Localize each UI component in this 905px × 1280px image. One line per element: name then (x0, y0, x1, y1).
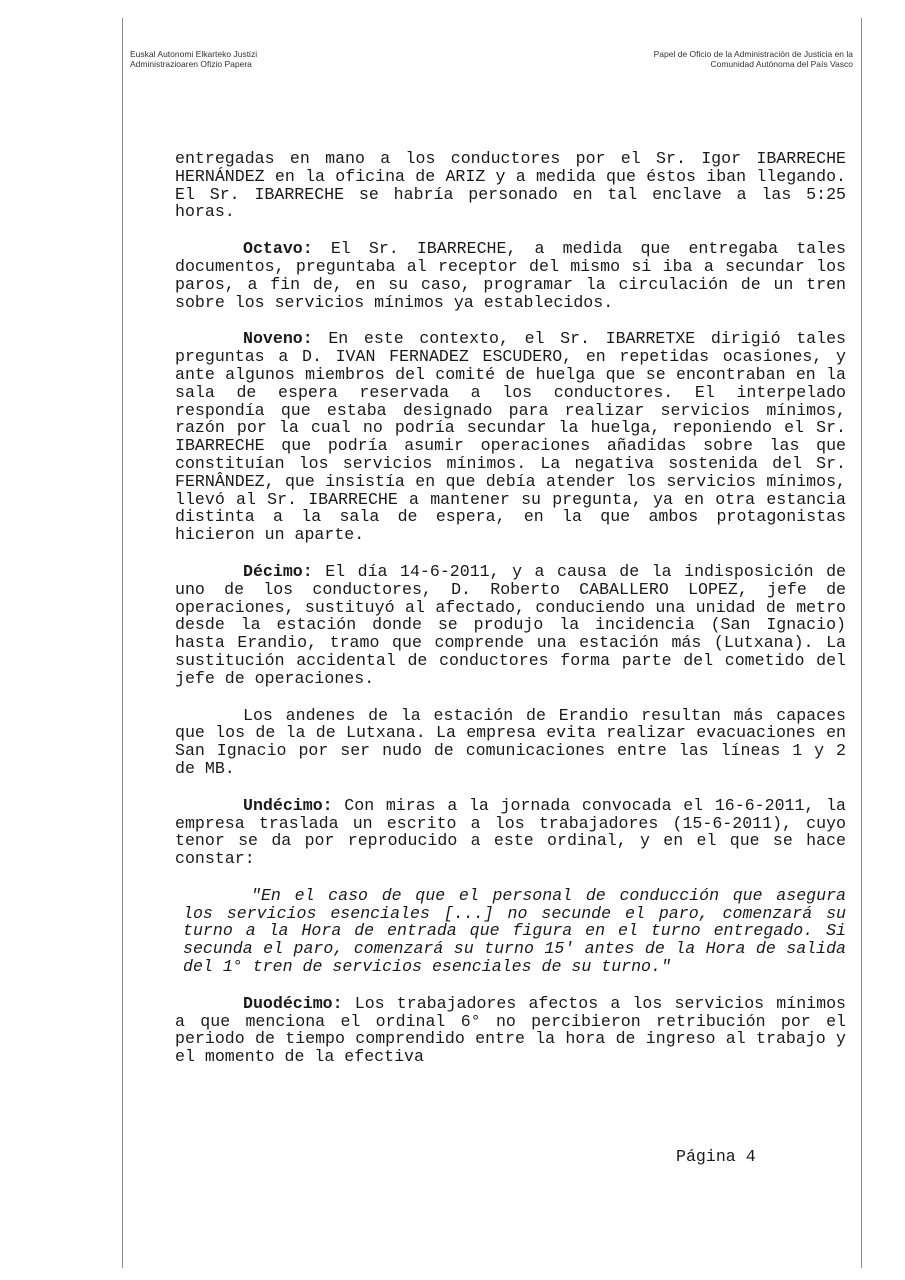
paragraph-undecimo (175, 797, 846, 868)
header-right-line2: Comunidad Autónoma del País Vasco (710, 59, 853, 69)
right-margin-rule (861, 18, 862, 1268)
ordinal-label: Undécimo: (243, 795, 333, 815)
header-left-line2: Administrazioaren Ofizio Papera (130, 59, 252, 69)
paragraph-text: El día 14-6-2011, y a causa de la indisposición de uno de los conductores, D. Roberto CABALLERO LOPEZ, jefe de operaciones, sustituyó al afectado, conduciendo una unidad de metro desde la estación donde se produjo la incidencia (San Ignacio) hasta Erandio, tramo que comprende una estación más (Lutxana). La sustitución accidental de conductores forma parte del cometido del jefe de operaciones. (175, 561, 846, 688)
ordinal-label: Octavo: (243, 239, 313, 259)
left-margin-rule (122, 18, 123, 1268)
paragraph-text: El Sr. IBARRECHE, a medida que entregaba tales documentos, preguntaba al receptor del mismo si iba a secundar los paros, a fin de, en su caso, programar la circulación de un tren sobre los servicios mínimos ya establecidos. (175, 239, 846, 312)
paragraph-text: En este contexto, el Sr. IBARRETXE dirigió tales preguntas a D. IVAN FERNADEZ ESCUDERO, en repetidas ocasiones, y ante algunos miembros del comité de huelga que se encontraban en la sala de espera reservada a los conductores. El interpelado respondía que estaba designado para realizar servicios mínimos, razón por la cual no podría secundar la huelga, reponiendo el Sr. IBARRECHE que podría asumir operaciones añadidas sobre las que constituían los servicios mínimos. La negativa sostenida del Sr. FERNÂNDEZ, que insistía en que debía atender los servicios mínimos, llevó al Sr. IBARRECHE a mantener su pregunta, ya en otra estancia distinta a la sala de espera, en la que ambos protagonistas hicieron un aparte. (175, 329, 846, 545)
paragraph-octavo (175, 240, 846, 311)
header-left-line1: Euskal Autonomi Elkarteko Justizi (130, 49, 258, 59)
paragraph-continuation: entregadas en mano a los conductores por el Sr. Igor IBARRECHE HERNÁNDEZ en la oficina de ARIZ y a medida que éstos iban llegando. El Sr. IBARRECHE se habría personado en tal enclave a las 5:25 horas. (175, 149, 846, 222)
header-right-line1: Papel de Oficio de la Administración de Justicia en la (653, 49, 853, 59)
page-number: Página 4 (676, 1147, 756, 1166)
header-left (130, 49, 257, 69)
ordinal-label: Décimo: (243, 561, 313, 581)
quoted-excerpt: "En el caso de que el personal de conducción que asegura los servicios esenciales [...] no secunde el paro, comenzará su turno a la Hora de entrada que figura en el turno entregado. Si secunda el paro, comenzará su turno 15' antes de la Hora de salida del 1° tren de servicios esenciales de su turno." (183, 885, 846, 977)
ordinal-label: Duodécimo: (243, 993, 343, 1013)
document-body (175, 150, 846, 1085)
paragraph-decimo (175, 563, 846, 688)
paragraph-text: Los trabajadores afectos a los servicios mínimos a que menciona el ordinal 6° no percibieron retribución por el periodo de tiempo comprendido entre la hora de ingreso al trabajo y el momento de la efectiva (175, 993, 846, 1067)
ordinal-label: Noveno: (243, 329, 313, 349)
paragraph-andenes: Los andenes de la estación de Erandio resultan más capaces que los de la de Lutxana. La empresa evita realizar evacuaciones en San Ignacio por ser nudo de comunicaciones entre las líneas 1 y 2 de MB. (175, 705, 846, 778)
paragraph-text: Con miras a la jornada convocada el 16-6-2011, la empresa traslada un escrito a los trabajadores (15-6-2011), cuyo tenor se da por reproducido a este ordinal, y en el que se hace constar: (175, 795, 846, 869)
header-right (654, 49, 853, 69)
paragraph-noveno (175, 330, 846, 544)
paragraph-duodecimo (175, 995, 846, 1066)
